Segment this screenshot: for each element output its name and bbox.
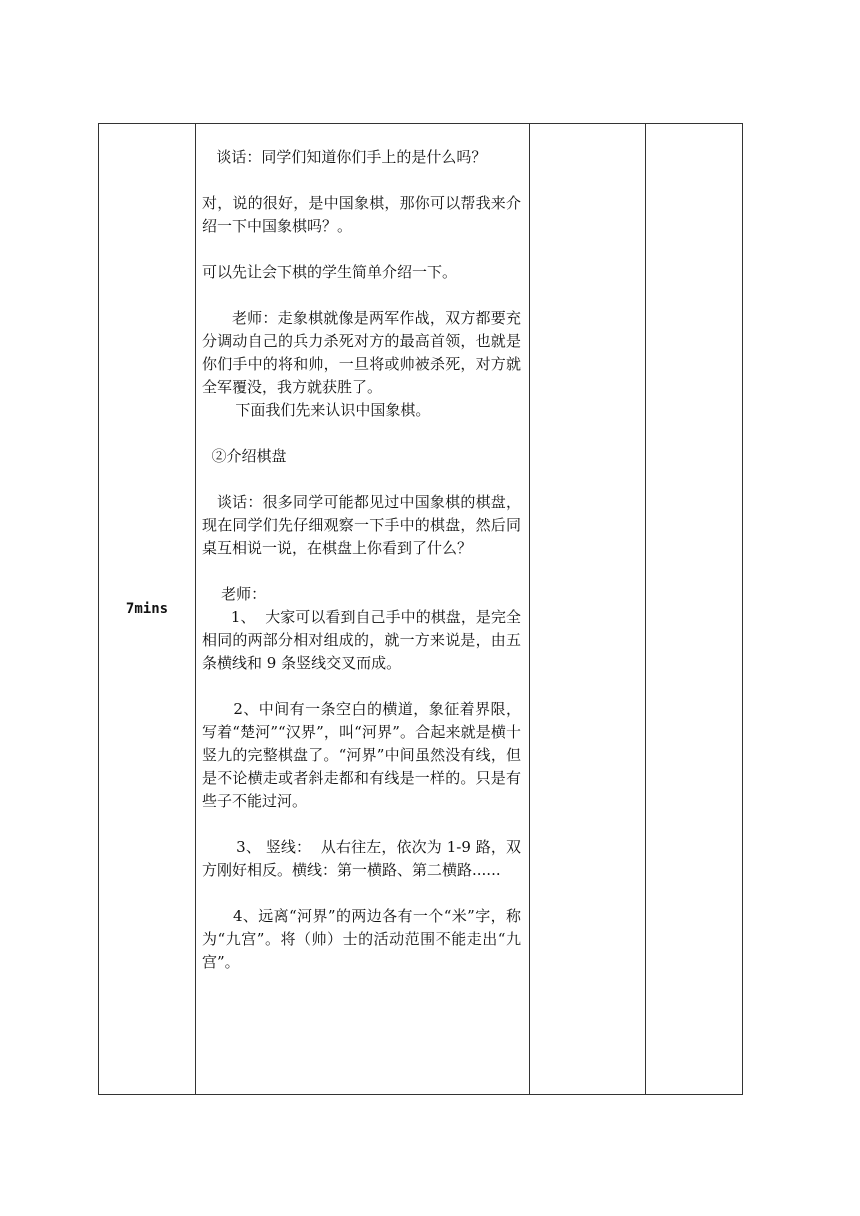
empty-cell-3 bbox=[530, 124, 646, 1095]
content-cell bbox=[196, 124, 530, 1095]
paragraph-gap bbox=[202, 468, 521, 491]
paragraph-gap bbox=[202, 675, 521, 698]
content-paragraph: ②介绍棋盘 bbox=[202, 447, 287, 465]
content-paragraph: 老师：走象棋就像是两军作战，双方都要充分调动自己的兵力杀死对方的最高首领，也就是你们手中的将和帅，一旦将或帅被杀死，对方就全军覆没，我方就获胜了。 bbox=[202, 309, 521, 396]
empty-cell-4 bbox=[646, 124, 743, 1095]
paragraph-gap bbox=[202, 169, 521, 192]
content-paragraph: 4、远离“河界”的两边各有一个“米”字，称为“九宫”。将（帅）士的活动范围不能走出“九宫”。 bbox=[202, 907, 521, 971]
content-paragraph: 谈话：同学们知道你们手上的是什么吗？ bbox=[202, 148, 487, 166]
content-paragraph: 可以先让会下棋的学生简单介绍一下。 bbox=[202, 263, 458, 281]
paragraph-gap bbox=[202, 882, 521, 905]
content-paragraph: 3、 竖线： 从右往左，依次为 1-9 路，双方刚好相反。横线：第一横路、第二横路...... bbox=[202, 838, 521, 879]
paragraph-gap bbox=[202, 813, 521, 836]
content-body bbox=[202, 146, 521, 974]
content-paragraph: 谈话：很多同学可能都见过中国象棋的棋盘，现在同学们先仔细观察一下手中的棋盘，然后同桌互相说一说，在棋盘上你看到了什么？ bbox=[202, 493, 521, 557]
paragraph-gap bbox=[202, 422, 521, 445]
content-paragraph: 2、中间有一条空白的横道，象征着界限，写着“楚河”“汉界”，叫“河界”。合起来就是横十竖九的完整棋盘了。“河界”中间虽然没有线，但是不论横走或者斜走都和有线是一样的。只是有些子不能过河。 bbox=[202, 700, 522, 810]
content-paragraph: 对，说的很好，是中国象棋，那你可以帮我来介绍一下中国象棋吗？。 bbox=[202, 194, 521, 235]
paragraph-gap bbox=[202, 284, 521, 307]
lesson-plan-table bbox=[98, 123, 743, 1095]
content-paragraph: 老师： bbox=[202, 585, 267, 603]
content-paragraph: 下面我们先来认识中国象棋。 bbox=[202, 401, 431, 419]
paragraph-gap bbox=[202, 238, 521, 261]
paragraph-gap bbox=[202, 560, 521, 583]
table-row bbox=[99, 124, 743, 1095]
time-cell: 7mins bbox=[99, 124, 196, 1095]
content-paragraph: 1、 大家可以看到自己手中的棋盘，是完全相同的两部分相对组成的，就一方来说是，由五条横线和 9 条竖线交叉而成。 bbox=[202, 608, 522, 672]
